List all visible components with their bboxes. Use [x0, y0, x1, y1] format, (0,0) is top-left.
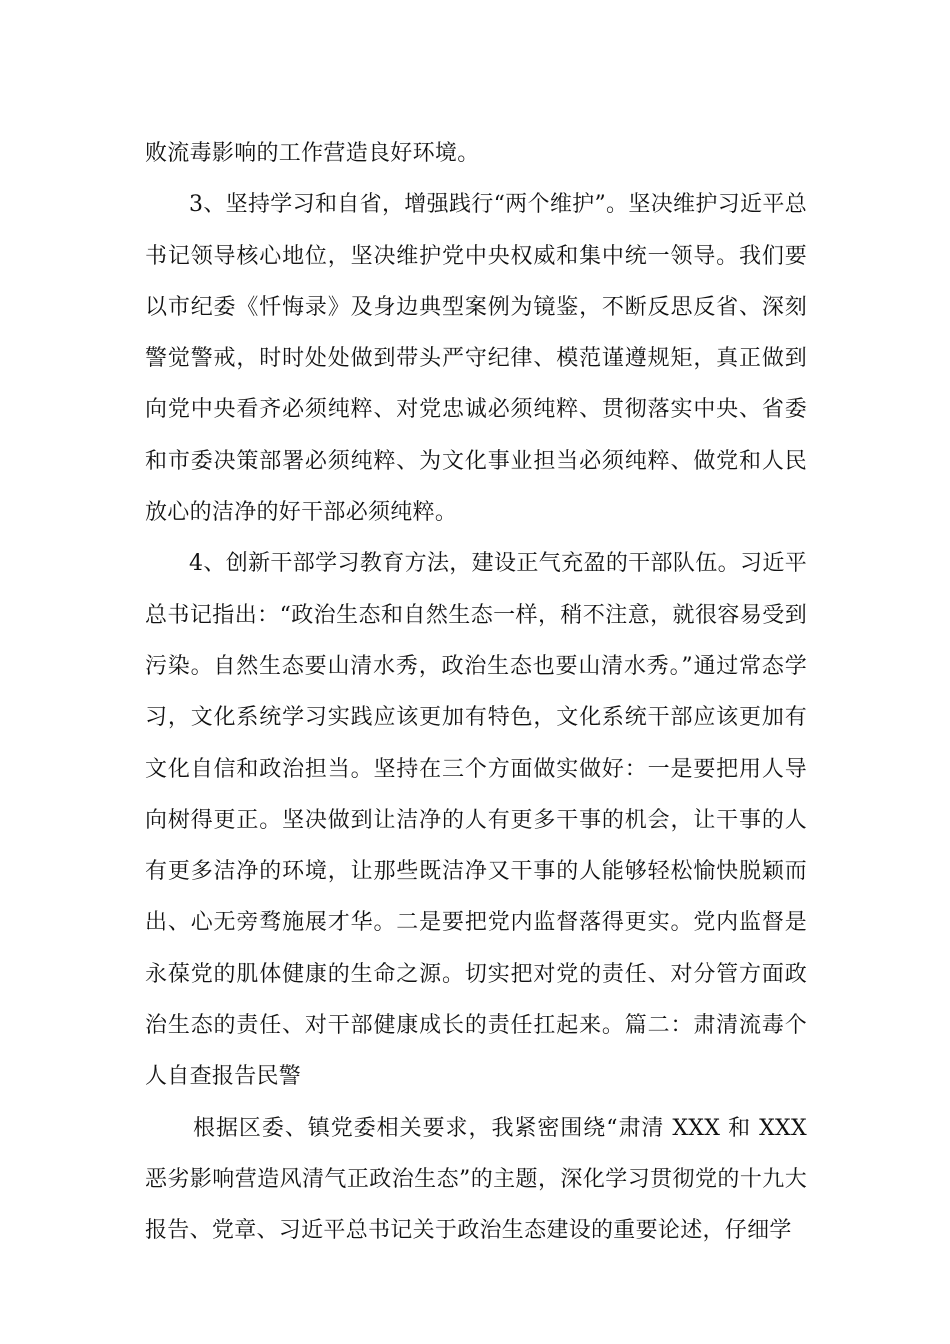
paragraph-continuation: 败流毒影响的工作营造良好环境。	[145, 141, 480, 166]
paragraph-item-4: 4、创新干部学习教育方法，建设正气充盈的干部队伍。习近平总书记指出：“政治生态和自然生态一样，稍不注意，就很容易受到污染。自然生态要山清水秀，政治生态也要山清水秀。”通过常态学习，文化系统学习实践应该更加有特色，文化系统干部应该更加有文化自信和政治担当。坚持在三个方面做实做好：一是要把用人导向树得更正。坚决做到让洁净的人有更多干事的机会，让干事的人有更多洁净的环境，让那些既洁净又干事的人能够轻松愉快脱颖而出、心无旁骛施展才华。二是要把党内监督落得更实。党内监督是永葆党的肌体健康的生命之源。切实把对党的责任、对分管方面政治生态的责任、对干部健康成长的责任扛起来。篇二：肃清流毒个人自查报告民警	[145, 551, 807, 1090]
paragraph-report-intro: 根据区委、镇党委相关要求，我紧密围绕“肃清 XXX 和 XXX 恶劣影响营造风清气正政治生态”的主题，深化学习贯彻党的十九大报告、党章、习近平总书记关于政治生态建设的重要论述，仔细学	[145, 1115, 807, 1244]
paragraph-item-3: 3、坚持学习和自省，增强践行“两个维护”。坚决维护习近平总书记领导核心地位，坚决维护党中央权威和集中统一领导。我们要以市纪委《忏悔录》及身边典型案例为镜鉴，不断反思反省、深刻警觉警戒，时时处处做到带头严守纪律、模范谨遵规矩，真正做到向党中央看齐必须纯粹、对党忠诚必须纯粹、贯彻落实中央、省委和市委决策部署必须纯粹、为文化事业担当必须纯粹、做党和人民放心的洁净的好干部必须纯粹。	[145, 192, 807, 526]
document-body	[145, 128, 807, 1257]
